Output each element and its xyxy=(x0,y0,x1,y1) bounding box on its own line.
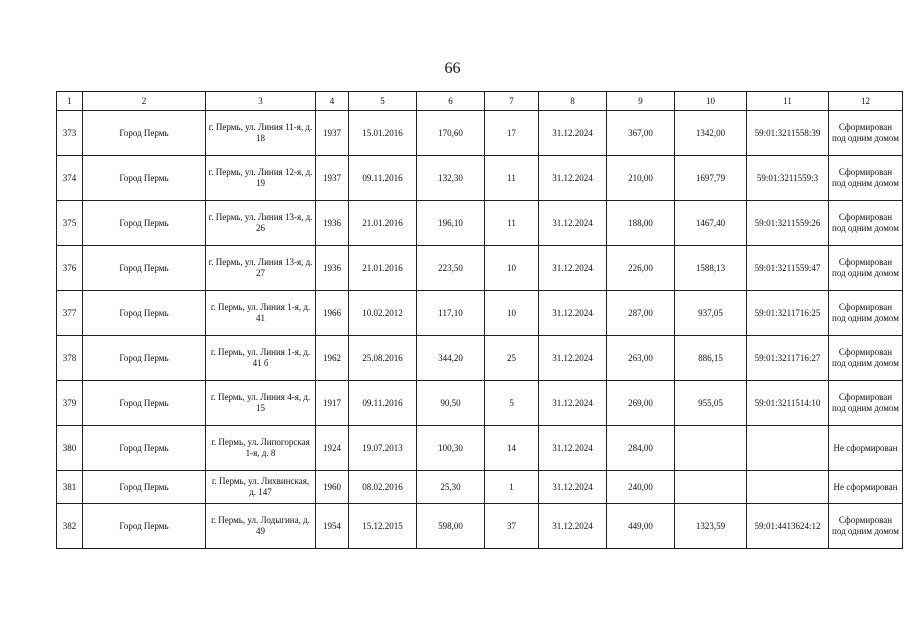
value-cell: 1697,79 xyxy=(675,156,747,201)
row-number: 374 xyxy=(57,156,83,201)
column-header: 11 xyxy=(747,92,829,111)
date-cell: 21.01.2016 xyxy=(349,201,417,246)
cadastral-cell xyxy=(747,471,829,504)
table-row xyxy=(57,246,903,291)
value-cell: 367,00 xyxy=(607,111,675,156)
year-cell: 1966 xyxy=(316,291,349,336)
page-number: 66 xyxy=(444,60,461,77)
column-header: 9 xyxy=(607,92,675,111)
deadline-cell: 31.12.2024 xyxy=(539,246,607,291)
value-cell: 210,00 xyxy=(607,156,675,201)
value-cell: 269,00 xyxy=(607,381,675,426)
count-cell: 1 xyxy=(485,471,539,504)
value-cell: 955,05 xyxy=(675,381,747,426)
table-row xyxy=(57,504,903,549)
year-cell: 1936 xyxy=(316,246,349,291)
column-header: 2 xyxy=(83,92,206,111)
cadastral-cell: 59:01:4413624:12 xyxy=(747,504,829,549)
value-cell: 263,00 xyxy=(607,336,675,381)
count-cell: 25 xyxy=(485,336,539,381)
city-cell: Город Пермь xyxy=(83,201,206,246)
city-cell: Город Пермь xyxy=(83,381,206,426)
count-cell: 10 xyxy=(485,246,539,291)
cadastral-cell: 59:01:3211559:47 xyxy=(747,246,829,291)
date-cell: 10.02.2012 xyxy=(349,291,417,336)
status-cell: Сформирован под одним домом xyxy=(829,504,903,549)
column-header: 10 xyxy=(675,92,747,111)
year-cell: 1937 xyxy=(316,156,349,201)
area-cell: 117,10 xyxy=(417,291,485,336)
status-cell: Сформирован под одним домом xyxy=(829,336,903,381)
city-cell: Город Пермь xyxy=(83,426,206,471)
area-cell: 344,20 xyxy=(417,336,485,381)
table-row xyxy=(57,201,903,246)
city-cell: Город Пермь xyxy=(83,471,206,504)
value-cell xyxy=(675,426,747,471)
count-cell: 10 xyxy=(485,291,539,336)
deadline-cell: 31.12.2024 xyxy=(539,336,607,381)
count-cell: 11 xyxy=(485,201,539,246)
cadastral-cell: 59:01:3211716:27 xyxy=(747,336,829,381)
column-header: 6 xyxy=(417,92,485,111)
row-number: 373 xyxy=(57,111,83,156)
status-cell: Не сформирован xyxy=(829,471,903,504)
table-row xyxy=(57,111,903,156)
column-header: 8 xyxy=(539,92,607,111)
column-header: 5 xyxy=(349,92,417,111)
year-cell: 1954 xyxy=(316,504,349,549)
address-cell: г. Пермь, ул. Линия 4-я, д. 15 xyxy=(206,381,316,426)
area-cell: 132,30 xyxy=(417,156,485,201)
count-cell: 37 xyxy=(485,504,539,549)
area-cell: 598,00 xyxy=(417,504,485,549)
date-cell: 15.01.2016 xyxy=(349,111,417,156)
row-number: 382 xyxy=(57,504,83,549)
date-cell: 19.07.2013 xyxy=(349,426,417,471)
column-header: 12 xyxy=(829,92,903,111)
column-header: 7 xyxy=(485,92,539,111)
year-cell: 1936 xyxy=(316,201,349,246)
table-row xyxy=(57,291,903,336)
table-row xyxy=(57,336,903,381)
row-number: 375 xyxy=(57,201,83,246)
value-cell: 287,00 xyxy=(607,291,675,336)
address-cell: г. Пермь, ул. Линия 1-я, д. 41 xyxy=(206,291,316,336)
address-cell: г. Пермь, ул. Линия 13-я, д. 27 xyxy=(206,246,316,291)
value-cell: 449,00 xyxy=(607,504,675,549)
city-cell: Город Пермь xyxy=(83,291,206,336)
city-cell: Город Пермь xyxy=(83,504,206,549)
value-cell: 1588,13 xyxy=(675,246,747,291)
date-cell: 15.12.2015 xyxy=(349,504,417,549)
deadline-cell: 31.12.2024 xyxy=(539,111,607,156)
address-cell: г. Пермь, ул. Линия 1-я, д. 41 б xyxy=(206,336,316,381)
cadastral-cell: 59:01:3211559:26 xyxy=(747,201,829,246)
cadastral-cell: 59:01:3211514:10 xyxy=(747,381,829,426)
table-row xyxy=(57,381,903,426)
row-number: 379 xyxy=(57,381,83,426)
value-cell xyxy=(675,471,747,504)
year-cell: 1924 xyxy=(316,426,349,471)
table-row xyxy=(57,471,903,504)
deadline-cell: 31.12.2024 xyxy=(539,156,607,201)
value-cell: 1323,59 xyxy=(675,504,747,549)
count-cell: 11 xyxy=(485,156,539,201)
cadastral-cell: 59:01:3211559:3 xyxy=(747,156,829,201)
status-cell: Сформирован под одним домом xyxy=(829,156,903,201)
year-cell: 1917 xyxy=(316,381,349,426)
area-cell: 196,10 xyxy=(417,201,485,246)
status-cell: Не сформирован xyxy=(829,426,903,471)
count-cell: 5 xyxy=(485,381,539,426)
year-cell: 1937 xyxy=(316,111,349,156)
row-number: 376 xyxy=(57,246,83,291)
status-cell: Сформирован под одним домом xyxy=(829,381,903,426)
row-number: 378 xyxy=(57,336,83,381)
status-cell: Сформирован под одним домом xyxy=(829,246,903,291)
address-cell: г. Пермь, ул. Лихвинская, д. 147 xyxy=(206,471,316,504)
table-row xyxy=(57,156,903,201)
column-header: 1 xyxy=(57,92,83,111)
count-cell: 14 xyxy=(485,426,539,471)
column-header: 4 xyxy=(316,92,349,111)
deadline-cell: 31.12.2024 xyxy=(539,471,607,504)
row-number: 380 xyxy=(57,426,83,471)
status-cell: Сформирован под одним домом xyxy=(829,111,903,156)
date-cell: 09.11.2016 xyxy=(349,156,417,201)
cadastral-cell: 59:01:3211558:39 xyxy=(747,111,829,156)
date-cell: 08.02.2016 xyxy=(349,471,417,504)
address-cell: г. Пермь, ул. Линия 12-я, д. 19 xyxy=(206,156,316,201)
deadline-cell: 31.12.2024 xyxy=(539,381,607,426)
status-cell: Сформирован под одним домом xyxy=(829,201,903,246)
row-number: 381 xyxy=(57,471,83,504)
year-cell: 1962 xyxy=(316,336,349,381)
value-cell: 937,05 xyxy=(675,291,747,336)
value-cell: 188,00 xyxy=(607,201,675,246)
table-row xyxy=(57,426,903,471)
area-cell: 90,50 xyxy=(417,381,485,426)
deadline-cell: 31.12.2024 xyxy=(539,291,607,336)
value-cell: 1467,40 xyxy=(675,201,747,246)
city-cell: Город Пермь xyxy=(83,246,206,291)
value-cell: 886,15 xyxy=(675,336,747,381)
deadline-cell: 31.12.2024 xyxy=(539,201,607,246)
year-cell: 1960 xyxy=(316,471,349,504)
column-header: 3 xyxy=(206,92,316,111)
cadastral-cell xyxy=(747,426,829,471)
value-cell: 240,00 xyxy=(607,471,675,504)
header-row xyxy=(57,92,903,111)
value-cell: 1342,00 xyxy=(675,111,747,156)
address-cell: г. Пермь, ул. Линия 13-я, д. 26 xyxy=(206,201,316,246)
deadline-cell: 31.12.2024 xyxy=(539,426,607,471)
area-cell: 100,30 xyxy=(417,426,485,471)
date-cell: 21.01.2016 xyxy=(349,246,417,291)
registry-table xyxy=(56,91,903,549)
area-cell: 25,30 xyxy=(417,471,485,504)
value-cell: 284,00 xyxy=(607,426,675,471)
deadline-cell: 31.12.2024 xyxy=(539,504,607,549)
status-cell: Сформирован под одним домом xyxy=(829,291,903,336)
date-cell: 09.11.2016 xyxy=(349,381,417,426)
city-cell: Город Пермь xyxy=(83,111,206,156)
address-cell: г. Пермь, ул. Лодыгина, д. 49 xyxy=(206,504,316,549)
date-cell: 25.08.2016 xyxy=(349,336,417,381)
city-cell: Город Пермь xyxy=(83,156,206,201)
row-number: 377 xyxy=(57,291,83,336)
area-cell: 223,50 xyxy=(417,246,485,291)
value-cell: 226,00 xyxy=(607,246,675,291)
count-cell: 17 xyxy=(485,111,539,156)
cadastral-cell: 59:01:3211716:25 xyxy=(747,291,829,336)
city-cell: Город Пермь xyxy=(83,336,206,381)
address-cell: г. Пермь, ул. Линия 11-я, д. 18 xyxy=(206,111,316,156)
area-cell: 170,60 xyxy=(417,111,485,156)
address-cell: г. Пермь, ул. Липогорская 1-я, д. 8 xyxy=(206,426,316,471)
